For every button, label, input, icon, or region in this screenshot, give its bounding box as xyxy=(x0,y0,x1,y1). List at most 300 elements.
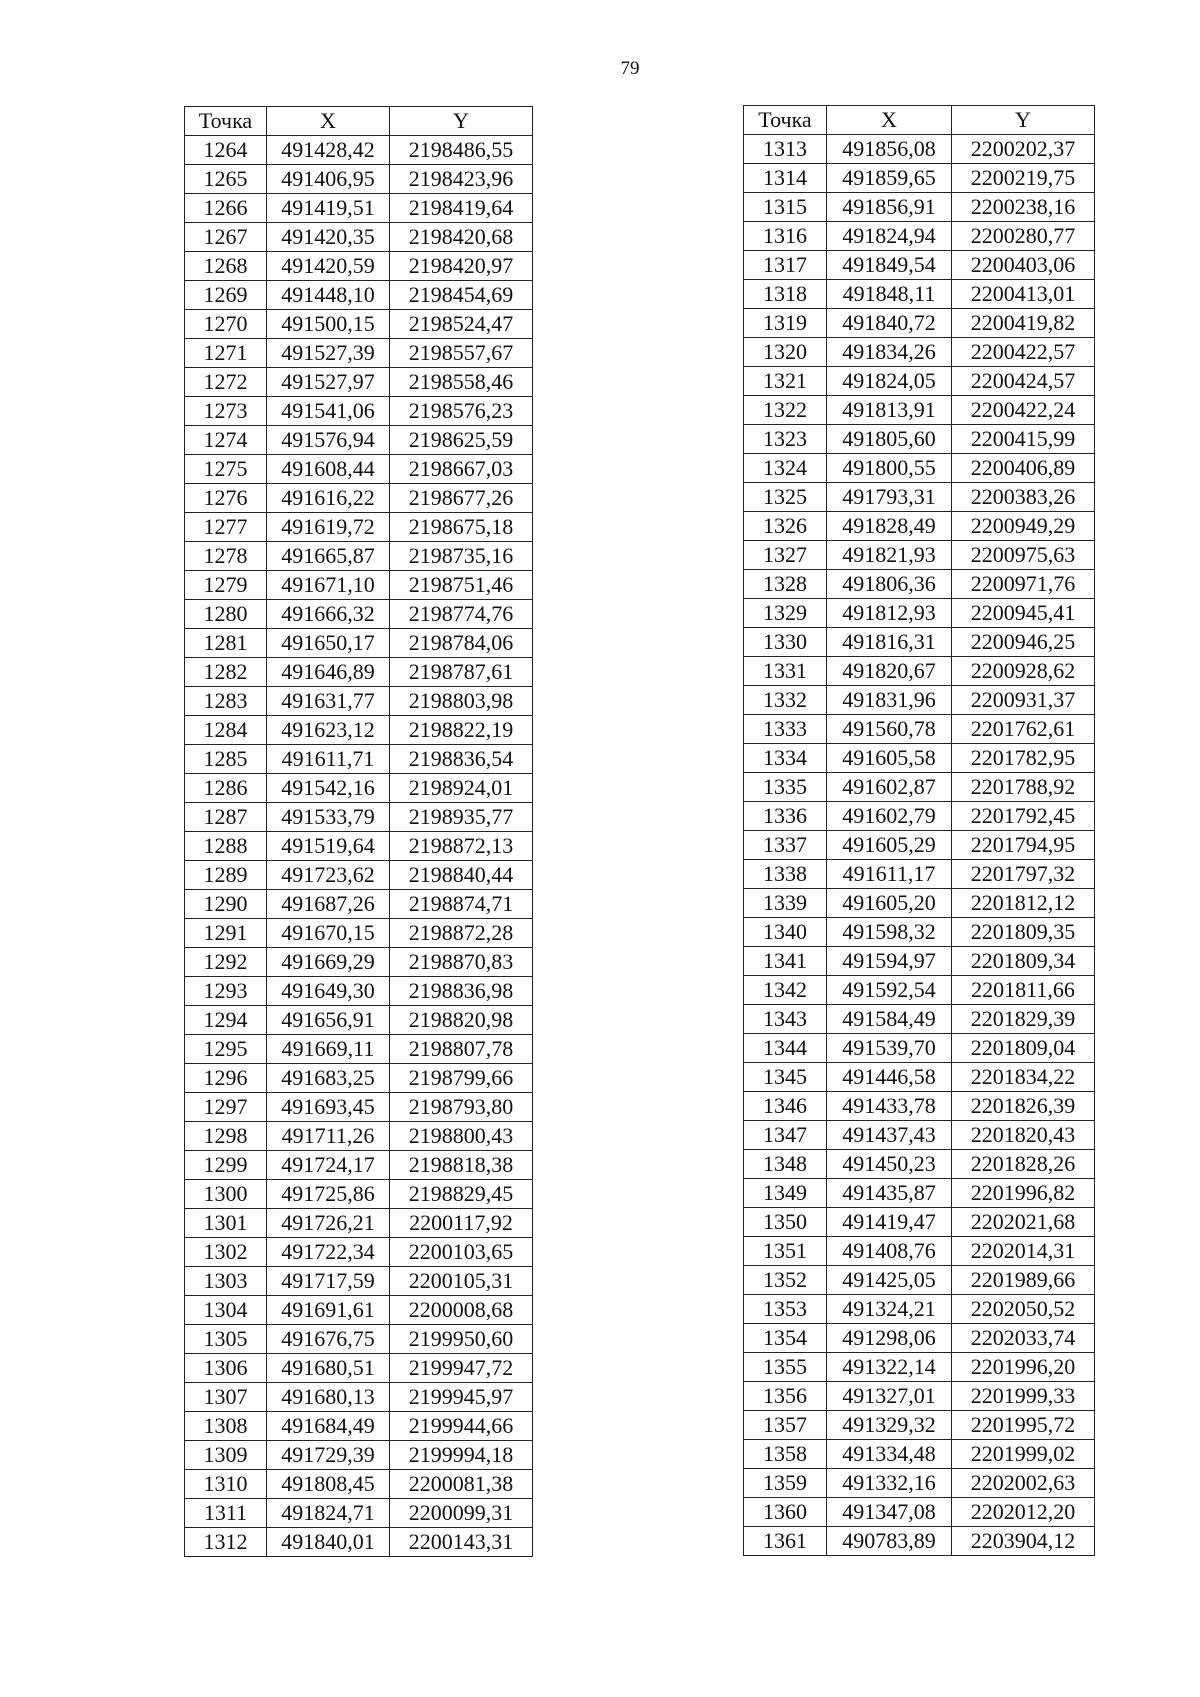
point-cell: 1264 xyxy=(185,136,267,165)
y-cell: 2198787,61 xyxy=(390,658,533,687)
y-cell: 2201788,92 xyxy=(952,773,1095,802)
y-cell: 2201996,20 xyxy=(952,1353,1095,1382)
point-cell: 1275 xyxy=(185,455,267,484)
y-cell: 2199994,18 xyxy=(390,1441,533,1470)
point-cell: 1331 xyxy=(744,657,827,686)
table-row xyxy=(744,628,1095,657)
table-row xyxy=(185,252,533,281)
x-cell: 491428,42 xyxy=(267,136,390,165)
point-cell: 1293 xyxy=(185,977,267,1006)
y-cell: 2198558,46 xyxy=(390,368,533,397)
point-cell: 1299 xyxy=(185,1151,267,1180)
table-row xyxy=(185,513,533,542)
x-cell: 491722,34 xyxy=(267,1238,390,1267)
point-cell: 1268 xyxy=(185,252,267,281)
table-row xyxy=(185,1006,533,1035)
point-cell: 1271 xyxy=(185,339,267,368)
y-cell: 2200406,89 xyxy=(952,454,1095,483)
x-cell: 491623,12 xyxy=(267,716,390,745)
y-cell: 2198784,06 xyxy=(390,629,533,658)
table-row xyxy=(185,948,533,977)
y-cell: 2198420,97 xyxy=(390,252,533,281)
point-cell: 1280 xyxy=(185,600,267,629)
point-cell: 1340 xyxy=(744,918,827,947)
y-cell: 2200931,37 xyxy=(952,686,1095,715)
y-cell: 2201829,39 xyxy=(952,1005,1095,1034)
table-row xyxy=(744,1382,1095,1411)
point-cell: 1272 xyxy=(185,368,267,397)
y-cell: 2198625,59 xyxy=(390,426,533,455)
x-cell: 491598,32 xyxy=(827,918,952,947)
table-row xyxy=(744,889,1095,918)
table-row xyxy=(185,1528,533,1557)
table-row xyxy=(185,165,533,194)
point-cell: 1300 xyxy=(185,1180,267,1209)
table-row xyxy=(185,397,533,426)
x-cell: 491425,05 xyxy=(827,1266,952,1295)
y-cell: 2201989,66 xyxy=(952,1266,1095,1295)
x-cell: 491824,94 xyxy=(827,222,952,251)
table-row xyxy=(185,455,533,484)
x-cell: 491406,95 xyxy=(267,165,390,194)
table-row xyxy=(185,600,533,629)
x-cell: 491533,79 xyxy=(267,803,390,832)
point-cell: 1317 xyxy=(744,251,827,280)
y-cell: 2202050,52 xyxy=(952,1295,1095,1324)
y-cell: 2198872,13 xyxy=(390,832,533,861)
point-cell: 1346 xyxy=(744,1092,827,1121)
y-cell: 2200099,31 xyxy=(390,1499,533,1528)
point-cell: 1333 xyxy=(744,715,827,744)
point-cell: 1296 xyxy=(185,1064,267,1093)
x-cell: 491541,06 xyxy=(267,397,390,426)
point-cell: 1359 xyxy=(744,1469,827,1498)
y-cell: 2202002,63 xyxy=(952,1469,1095,1498)
y-cell: 2200975,63 xyxy=(952,541,1095,570)
page-number: 79 xyxy=(620,58,640,79)
table-row xyxy=(744,599,1095,628)
table-row xyxy=(185,1151,533,1180)
y-cell: 2201812,12 xyxy=(952,889,1095,918)
point-cell: 1337 xyxy=(744,831,827,860)
header-point: Точка xyxy=(185,107,267,136)
x-cell: 491806,36 xyxy=(827,570,952,599)
y-cell: 2198818,38 xyxy=(390,1151,533,1180)
y-cell: 2200413,01 xyxy=(952,280,1095,309)
point-cell: 1329 xyxy=(744,599,827,628)
x-cell: 491450,23 xyxy=(827,1150,952,1179)
table-row xyxy=(185,368,533,397)
table-body-right xyxy=(744,135,1095,1556)
x-cell: 491298,06 xyxy=(827,1324,952,1353)
table-row xyxy=(744,512,1095,541)
y-cell: 2202033,74 xyxy=(952,1324,1095,1353)
y-cell: 2198793,80 xyxy=(390,1093,533,1122)
table-row xyxy=(185,1122,533,1151)
table-row xyxy=(744,570,1095,599)
y-cell: 2201834,22 xyxy=(952,1063,1095,1092)
table-row xyxy=(185,426,533,455)
x-cell: 491542,16 xyxy=(267,774,390,803)
table-row xyxy=(185,832,533,861)
x-cell: 491693,45 xyxy=(267,1093,390,1122)
y-cell: 2198735,16 xyxy=(390,542,533,571)
point-cell: 1315 xyxy=(744,193,827,222)
y-cell: 2198557,67 xyxy=(390,339,533,368)
x-cell: 491435,87 xyxy=(827,1179,952,1208)
x-cell: 491347,08 xyxy=(827,1498,952,1527)
x-cell: 491828,49 xyxy=(827,512,952,541)
table-row xyxy=(744,1411,1095,1440)
y-cell: 2198774,76 xyxy=(390,600,533,629)
point-cell: 1305 xyxy=(185,1325,267,1354)
point-cell: 1357 xyxy=(744,1411,827,1440)
point-cell: 1304 xyxy=(185,1296,267,1325)
y-cell: 2198524,47 xyxy=(390,310,533,339)
point-cell: 1282 xyxy=(185,658,267,687)
table-row xyxy=(744,425,1095,454)
table-row xyxy=(744,483,1095,512)
header-y: Y xyxy=(390,107,533,136)
x-cell: 491711,26 xyxy=(267,1122,390,1151)
y-cell: 2198840,44 xyxy=(390,861,533,890)
x-cell: 491584,49 xyxy=(827,1005,952,1034)
table-row xyxy=(185,1035,533,1064)
table-row xyxy=(744,744,1095,773)
point-cell: 1342 xyxy=(744,976,827,1005)
table-row xyxy=(744,309,1095,338)
x-cell: 491684,49 xyxy=(267,1412,390,1441)
y-cell: 2198677,26 xyxy=(390,484,533,513)
x-cell: 491669,11 xyxy=(267,1035,390,1064)
point-cell: 1295 xyxy=(185,1035,267,1064)
y-cell: 2198820,98 xyxy=(390,1006,533,1035)
x-cell: 491680,51 xyxy=(267,1354,390,1383)
table-row xyxy=(185,1354,533,1383)
table-row xyxy=(744,1498,1095,1527)
y-cell: 2198807,78 xyxy=(390,1035,533,1064)
x-cell: 491408,76 xyxy=(827,1237,952,1266)
x-cell: 491327,01 xyxy=(827,1382,952,1411)
point-cell: 1306 xyxy=(185,1354,267,1383)
table-row xyxy=(744,164,1095,193)
table-row xyxy=(744,1527,1095,1556)
x-cell: 491650,17 xyxy=(267,629,390,658)
table-row xyxy=(185,310,533,339)
x-cell: 491500,15 xyxy=(267,310,390,339)
y-cell: 2198836,98 xyxy=(390,977,533,1006)
y-cell: 2202012,20 xyxy=(952,1498,1095,1527)
table-row xyxy=(744,251,1095,280)
point-cell: 1349 xyxy=(744,1179,827,1208)
y-cell: 2200928,62 xyxy=(952,657,1095,686)
y-cell: 2201794,95 xyxy=(952,831,1095,860)
x-cell: 491831,96 xyxy=(827,686,952,715)
y-cell: 2198822,19 xyxy=(390,716,533,745)
x-cell: 491793,31 xyxy=(827,483,952,512)
x-cell: 491725,86 xyxy=(267,1180,390,1209)
x-cell: 491687,26 xyxy=(267,890,390,919)
x-cell: 491592,54 xyxy=(827,976,952,1005)
y-cell: 2200219,75 xyxy=(952,164,1095,193)
x-cell: 491619,72 xyxy=(267,513,390,542)
x-cell: 491859,65 xyxy=(827,164,952,193)
y-cell: 2200008,68 xyxy=(390,1296,533,1325)
y-cell: 2200946,25 xyxy=(952,628,1095,657)
point-cell: 1267 xyxy=(185,223,267,252)
x-cell: 491723,62 xyxy=(267,861,390,890)
table-row xyxy=(744,1063,1095,1092)
table-row xyxy=(744,1034,1095,1063)
x-cell: 491813,91 xyxy=(827,396,952,425)
point-cell: 1278 xyxy=(185,542,267,571)
table-row xyxy=(744,1005,1095,1034)
y-cell: 2201809,34 xyxy=(952,947,1095,976)
x-cell: 491849,54 xyxy=(827,251,952,280)
y-cell: 2199945,97 xyxy=(390,1383,533,1412)
y-cell: 2201792,45 xyxy=(952,802,1095,831)
table-row xyxy=(185,484,533,513)
table-row xyxy=(185,629,533,658)
point-cell: 1318 xyxy=(744,280,827,309)
x-cell: 491448,10 xyxy=(267,281,390,310)
y-cell: 2200403,06 xyxy=(952,251,1095,280)
header-x: X xyxy=(827,106,952,135)
x-cell: 491446,58 xyxy=(827,1063,952,1092)
y-cell: 2199944,66 xyxy=(390,1412,533,1441)
table-row xyxy=(744,1440,1095,1469)
table-row xyxy=(185,136,533,165)
point-cell: 1332 xyxy=(744,686,827,715)
y-cell: 2198870,83 xyxy=(390,948,533,977)
y-cell: 2198935,77 xyxy=(390,803,533,832)
y-cell: 2202021,68 xyxy=(952,1208,1095,1237)
table-row xyxy=(744,1121,1095,1150)
point-cell: 1344 xyxy=(744,1034,827,1063)
table-row xyxy=(744,976,1095,1005)
y-cell: 2200945,41 xyxy=(952,599,1095,628)
point-cell: 1319 xyxy=(744,309,827,338)
y-cell: 2198454,69 xyxy=(390,281,533,310)
x-cell: 491605,58 xyxy=(827,744,952,773)
x-cell: 491726,21 xyxy=(267,1209,390,1238)
y-cell: 2200419,82 xyxy=(952,309,1095,338)
x-cell: 491669,29 xyxy=(267,948,390,977)
point-cell: 1328 xyxy=(744,570,827,599)
y-cell: 2198675,18 xyxy=(390,513,533,542)
point-cell: 1313 xyxy=(744,135,827,164)
point-cell: 1324 xyxy=(744,454,827,483)
x-cell: 491824,05 xyxy=(827,367,952,396)
point-cell: 1310 xyxy=(185,1470,267,1499)
point-cell: 1289 xyxy=(185,861,267,890)
x-cell: 491717,59 xyxy=(267,1267,390,1296)
point-cell: 1355 xyxy=(744,1353,827,1382)
x-cell: 491834,26 xyxy=(827,338,952,367)
x-cell: 491683,25 xyxy=(267,1064,390,1093)
x-cell: 491816,31 xyxy=(827,628,952,657)
point-cell: 1347 xyxy=(744,1121,827,1150)
table-row xyxy=(185,1383,533,1412)
point-cell: 1273 xyxy=(185,397,267,426)
point-cell: 1298 xyxy=(185,1122,267,1151)
x-cell: 491676,75 xyxy=(267,1325,390,1354)
header-row xyxy=(744,106,1095,135)
x-cell: 491631,77 xyxy=(267,687,390,716)
y-cell: 2203904,12 xyxy=(952,1527,1095,1556)
point-cell: 1281 xyxy=(185,629,267,658)
point-cell: 1341 xyxy=(744,947,827,976)
table-row xyxy=(744,541,1095,570)
point-cell: 1266 xyxy=(185,194,267,223)
point-cell: 1270 xyxy=(185,310,267,339)
y-cell: 2200422,24 xyxy=(952,396,1095,425)
table-row xyxy=(185,1209,533,1238)
y-cell: 2200415,99 xyxy=(952,425,1095,454)
point-cell: 1353 xyxy=(744,1295,827,1324)
y-cell: 2198420,68 xyxy=(390,223,533,252)
table-row xyxy=(185,1325,533,1354)
point-cell: 1292 xyxy=(185,948,267,977)
y-cell: 2201762,61 xyxy=(952,715,1095,744)
table-row xyxy=(185,1093,533,1122)
point-cell: 1277 xyxy=(185,513,267,542)
point-cell: 1360 xyxy=(744,1498,827,1527)
x-cell: 491812,93 xyxy=(827,599,952,628)
y-cell: 2202014,31 xyxy=(952,1237,1095,1266)
x-cell: 491671,10 xyxy=(267,571,390,600)
x-cell: 491666,32 xyxy=(267,600,390,629)
table-row xyxy=(744,1208,1095,1237)
table-row xyxy=(744,1295,1095,1324)
y-cell: 2201828,26 xyxy=(952,1150,1095,1179)
y-cell: 2201811,66 xyxy=(952,976,1095,1005)
x-cell: 491800,55 xyxy=(827,454,952,483)
point-cell: 1297 xyxy=(185,1093,267,1122)
table-row xyxy=(744,802,1095,831)
x-cell: 490783,89 xyxy=(827,1527,952,1556)
point-cell: 1327 xyxy=(744,541,827,570)
x-cell: 491840,72 xyxy=(827,309,952,338)
point-cell: 1301 xyxy=(185,1209,267,1238)
y-cell: 2201999,33 xyxy=(952,1382,1095,1411)
point-cell: 1345 xyxy=(744,1063,827,1092)
table-row xyxy=(744,1237,1095,1266)
x-cell: 491420,59 xyxy=(267,252,390,281)
x-cell: 491605,20 xyxy=(827,889,952,918)
table-row xyxy=(185,774,533,803)
y-cell: 2198751,46 xyxy=(390,571,533,600)
point-cell: 1294 xyxy=(185,1006,267,1035)
x-cell: 491691,61 xyxy=(267,1296,390,1325)
table-row xyxy=(744,367,1095,396)
y-cell: 2198874,71 xyxy=(390,890,533,919)
table-row xyxy=(185,1412,533,1441)
table-row xyxy=(744,1353,1095,1382)
table-row xyxy=(185,223,533,252)
y-cell: 2198872,28 xyxy=(390,919,533,948)
y-cell: 2201782,95 xyxy=(952,744,1095,773)
table-row xyxy=(185,1064,533,1093)
point-cell: 1302 xyxy=(185,1238,267,1267)
point-cell: 1288 xyxy=(185,832,267,861)
table-row xyxy=(744,454,1095,483)
table-row xyxy=(185,1238,533,1267)
point-cell: 1339 xyxy=(744,889,827,918)
y-cell: 2201995,72 xyxy=(952,1411,1095,1440)
x-cell: 491519,64 xyxy=(267,832,390,861)
x-cell: 491656,91 xyxy=(267,1006,390,1035)
table-row xyxy=(185,542,533,571)
y-cell: 2201797,32 xyxy=(952,860,1095,889)
table-row xyxy=(744,860,1095,889)
point-cell: 1348 xyxy=(744,1150,827,1179)
point-cell: 1285 xyxy=(185,745,267,774)
table-row xyxy=(744,1324,1095,1353)
header-point: Точка xyxy=(744,106,827,135)
point-cell: 1286 xyxy=(185,774,267,803)
table-row xyxy=(744,657,1095,686)
x-cell: 491821,93 xyxy=(827,541,952,570)
y-cell: 2198800,43 xyxy=(390,1122,533,1151)
y-cell: 2198423,96 xyxy=(390,165,533,194)
y-cell: 2200422,57 xyxy=(952,338,1095,367)
x-cell: 491665,87 xyxy=(267,542,390,571)
y-cell: 2200103,65 xyxy=(390,1238,533,1267)
point-cell: 1308 xyxy=(185,1412,267,1441)
table-row xyxy=(744,686,1095,715)
header-row xyxy=(185,107,533,136)
point-cell: 1336 xyxy=(744,802,827,831)
table-row xyxy=(185,803,533,832)
point-cell: 1316 xyxy=(744,222,827,251)
y-cell: 2198924,01 xyxy=(390,774,533,803)
point-cell: 1354 xyxy=(744,1324,827,1353)
point-cell: 1307 xyxy=(185,1383,267,1412)
x-cell: 491527,97 xyxy=(267,368,390,397)
table-row xyxy=(185,890,533,919)
point-cell: 1334 xyxy=(744,744,827,773)
y-cell: 2198803,98 xyxy=(390,687,533,716)
table-row xyxy=(185,571,533,600)
y-cell: 2198829,45 xyxy=(390,1180,533,1209)
point-cell: 1312 xyxy=(185,1528,267,1557)
x-cell: 491729,39 xyxy=(267,1441,390,1470)
x-cell: 491680,13 xyxy=(267,1383,390,1412)
x-cell: 491616,22 xyxy=(267,484,390,513)
point-cell: 1309 xyxy=(185,1441,267,1470)
x-cell: 491420,35 xyxy=(267,223,390,252)
point-cell: 1323 xyxy=(744,425,827,454)
point-cell: 1358 xyxy=(744,1440,827,1469)
table-row xyxy=(185,281,533,310)
point-cell: 1311 xyxy=(185,1499,267,1528)
y-cell: 2201820,43 xyxy=(952,1121,1095,1150)
y-cell: 2198836,54 xyxy=(390,745,533,774)
x-cell: 491808,45 xyxy=(267,1470,390,1499)
table-row xyxy=(185,1470,533,1499)
x-cell: 491602,79 xyxy=(827,802,952,831)
table-row xyxy=(185,1499,533,1528)
table-row xyxy=(185,1180,533,1209)
x-cell: 491856,91 xyxy=(827,193,952,222)
x-cell: 491605,29 xyxy=(827,831,952,860)
point-cell: 1291 xyxy=(185,919,267,948)
y-cell: 2201809,04 xyxy=(952,1034,1095,1063)
point-cell: 1276 xyxy=(185,484,267,513)
point-cell: 1352 xyxy=(744,1266,827,1295)
point-cell: 1283 xyxy=(185,687,267,716)
